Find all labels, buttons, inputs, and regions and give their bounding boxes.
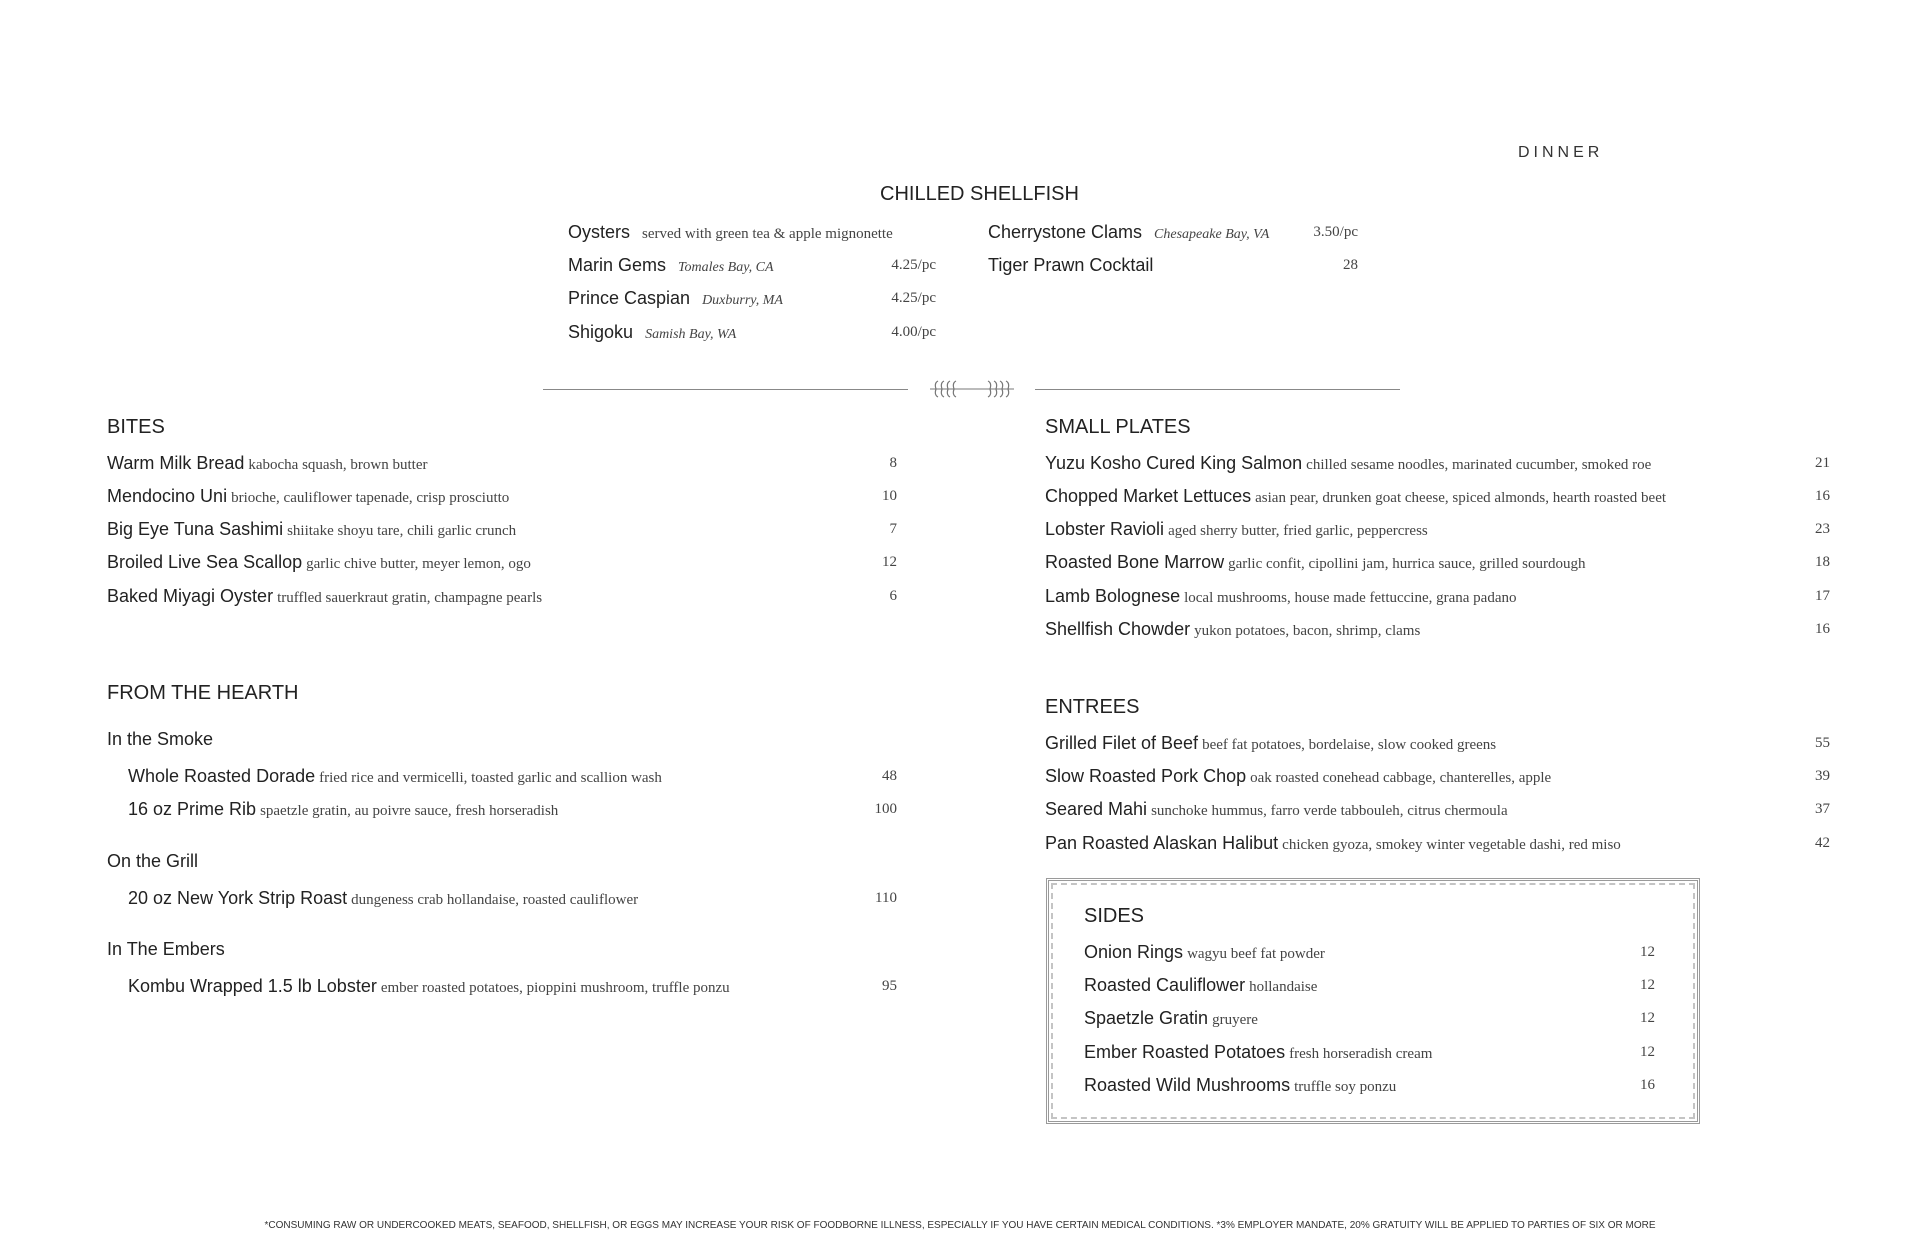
item-name: Prince Caspian [568,288,691,308]
item-price: 95 [882,978,897,994]
item-price: 48 [882,768,897,784]
item-name: Whole Roasted Dorade [128,766,316,786]
item-price: 55 [1815,735,1830,751]
item-desc: truffle soy ponzu [1294,1079,1397,1095]
item-name: Tiger Prawn Cocktail [988,255,1154,275]
item-price: 21 [1815,455,1830,471]
item-name: Cherrystone Clams [988,222,1143,242]
menu-heading-dinner: DINNER [1518,144,1604,161]
menu-item [1084,1039,1655,1065]
menu-item [988,219,1358,245]
item-desc: garlic chive butter, meyer lemon, ogo [306,556,531,572]
item-name: Oysters [568,222,631,242]
item-name: Kombu Wrapped 1.5 lb Lobster [128,976,377,996]
section-title-sides: SIDES [1084,905,1145,927]
item-name: Roasted Cauliflower [1084,975,1246,995]
item-price: 4.00/pc [891,324,936,340]
item-name: Chopped Market Lettuces [1045,486,1252,506]
section-title-from-the-hearth: FROM THE HEARTH [107,682,299,704]
item-price: 16 [1815,488,1830,504]
item-desc: chilled sesame noodles, marinated cucumber, smoked roe [1306,457,1652,473]
item-desc: asian pear, drunken goat cheese, spiced almonds, hearth roasted beet [1255,490,1667,506]
subhead-in-the-smoke: In the Smoke [107,729,214,749]
section-title-bites: BITES [107,416,165,438]
menu-item [107,583,897,609]
item-desc: hollandaise [1249,979,1318,995]
menu-item [128,885,897,911]
item-desc: garlic confit, cipollini jam, hurrica sauce, grilled sourdough [1228,556,1586,572]
menu-item [1084,939,1655,965]
subhead-in-the-embers: In The Embers [107,939,225,959]
menu-item [1045,763,1830,789]
item-price: 3.50/pc [1313,224,1358,240]
item-name: Big Eye Tuna Sashimi [107,519,284,539]
item-desc: fried rice and vermicelli, toasted garlic and scallion wash [319,770,662,786]
item-price: 28 [1343,257,1358,273]
item-price: 100 [874,801,897,817]
item-desc: ember roasted potatoes, pioppini mushroom, truffle ponzu [380,980,730,996]
item-price: 23 [1815,521,1830,537]
menu-item [1045,830,1830,856]
item-price: 7 [889,521,897,537]
item-desc: beef fat potatoes, bordelaise, slow cooked greens [1202,737,1497,753]
item-name: Grilled Filet of Beef [1045,733,1199,753]
item-desc: shiitake shoyu tare, chili garlic crunch [287,523,517,539]
item-name: Mendocino Uni [107,486,228,506]
divider-rule-left [543,389,908,390]
menu-item [1045,730,1830,756]
item-name: Baked Miyagi Oyster [107,586,274,606]
menu-item [1045,516,1830,542]
menu-item [128,763,897,789]
menu-item [1045,583,1830,609]
item-name: Warm Milk Bread [107,453,245,473]
item-name: Yuzu Kosho Cured King Salmon [1045,453,1303,473]
item-price: 16 [1640,1077,1655,1093]
item-desc: served with green tea & apple mignonette [642,226,893,242]
subhead-on-the-grill: On the Grill [107,851,199,871]
item-price: 39 [1815,768,1830,784]
item-price: 12 [1640,1044,1655,1060]
menu-item [568,252,936,278]
item-price: 12 [1640,977,1655,993]
item-desc: spaetzle gratin, au poivre sauce, fresh horseradish [260,803,559,819]
section-title-chilled-shellfish: CHILLED SHELLFISH [880,183,1079,205]
item-name: Shellfish Chowder [1045,619,1191,639]
item-desc: kabocha squash, brown butter [248,457,428,473]
menu-item [568,319,936,345]
item-price: 16 [1815,621,1830,637]
item-price: 17 [1815,588,1830,604]
item-price: 110 [875,890,897,906]
menu-item [1045,549,1830,575]
item-price: 18 [1815,554,1830,570]
laurel-ornament-icon [926,378,1018,400]
item-price: 12 [882,554,897,570]
oysters-intro [568,219,936,245]
item-desc: fresh horseradish cream [1289,1046,1433,1062]
item-price: 37 [1815,801,1830,817]
item-price: 12 [1640,944,1655,960]
item-desc: gruyere [1212,1012,1258,1028]
menu-item [1045,483,1830,509]
item-name: Roasted Wild Mushrooms [1084,1075,1291,1095]
item-name: Broiled Live Sea Scallop [107,552,303,572]
item-name: 16 oz Prime Rib [128,799,257,819]
item-name: Ember Roasted Potatoes [1084,1042,1286,1062]
item-price: 4.25/pc [891,257,936,273]
item-price: 6 [889,588,897,604]
section-title-small-plates: SMALL PLATES [1045,416,1191,438]
item-desc: truffled sauerkraut gratin, champagne pearls [277,590,543,606]
item-desc: oak roasted conehead cabbage, chanterelles, apple [1250,770,1552,786]
menu-item [1084,1072,1655,1098]
item-price: 4.25/pc [891,290,936,306]
menu-item [988,252,1358,278]
item-name: Lobster Ravioli [1045,519,1165,539]
menu-item [1045,796,1830,822]
item-desc: aged sherry butter, fried garlic, peppercress [1168,523,1428,539]
menu-item [107,549,897,575]
item-name: Seared Mahi [1045,799,1148,819]
item-name: Slow Roasted Pork Chop [1045,766,1247,786]
menu-item [107,483,897,509]
item-name: Pan Roasted Alaskan Halibut [1045,833,1279,853]
menu-item [107,450,897,476]
item-desc: sunchoke hummus, farro verde tabbouleh, citrus chermoula [1151,803,1508,819]
item-desc: wagyu beef fat powder [1187,946,1325,962]
footer-disclaimer: *CONSUMING RAW OR UNDERCOOKED MEATS, SEAFOOD, SHELLFISH, OR EGGS MAY INCREASE YOUR RISK OF FOODBORNE ILLNESS, ESPECIALLY IF YOU HAVE CERTAIN MEDICAL CONDITIONS. *3% EMPLOYER MANDATE, 20% GRATUITY WILL BE APPLIED TO PARTIES OF SIX OR MORE [264,1220,1656,1231]
divider-rule-right [1035,389,1400,390]
item-name: Roasted Bone Marrow [1045,552,1225,572]
menu-item [1084,1005,1655,1031]
section-title-entrees: ENTREES [1045,696,1140,718]
menu-item [128,973,897,999]
item-price: 10 [882,488,897,504]
item-name: Lamb Bolognese [1045,586,1181,606]
item-origin: Duxburry, MA [702,293,783,308]
item-price: 8 [889,455,897,471]
item-desc: local mushrooms, house made fettuccine, grana padano [1184,590,1517,606]
item-name: Onion Rings [1084,942,1184,962]
item-price: 12 [1640,1010,1655,1026]
item-name: Shigoku [568,322,634,342]
item-desc: yukon potatoes, bacon, shrimp, clams [1194,623,1421,639]
item-name: 20 oz New York Strip Roast [128,888,348,908]
item-origin: Chesapeake Bay, VA [1154,227,1270,242]
menu-item [1045,616,1830,642]
item-price: 42 [1815,835,1830,851]
menu-item [107,516,897,542]
item-name: Spaetzle Gratin [1084,1008,1209,1028]
item-name: Marin Gems [568,255,667,275]
menu-item [128,796,897,822]
menu-item [568,285,936,311]
item-desc: brioche, cauliflower tapenade, crisp prosciutto [231,490,510,506]
menu-item [1084,972,1655,998]
item-origin: Tomales Bay, CA [678,260,774,275]
item-desc: chicken gyoza, smokey winter vegetable dashi, red miso [1282,837,1621,853]
menu-item [1045,450,1830,476]
item-origin: Samish Bay, WA [645,327,737,342]
item-desc: dungeness crab hollandaise, roasted cauliflower [351,892,639,908]
